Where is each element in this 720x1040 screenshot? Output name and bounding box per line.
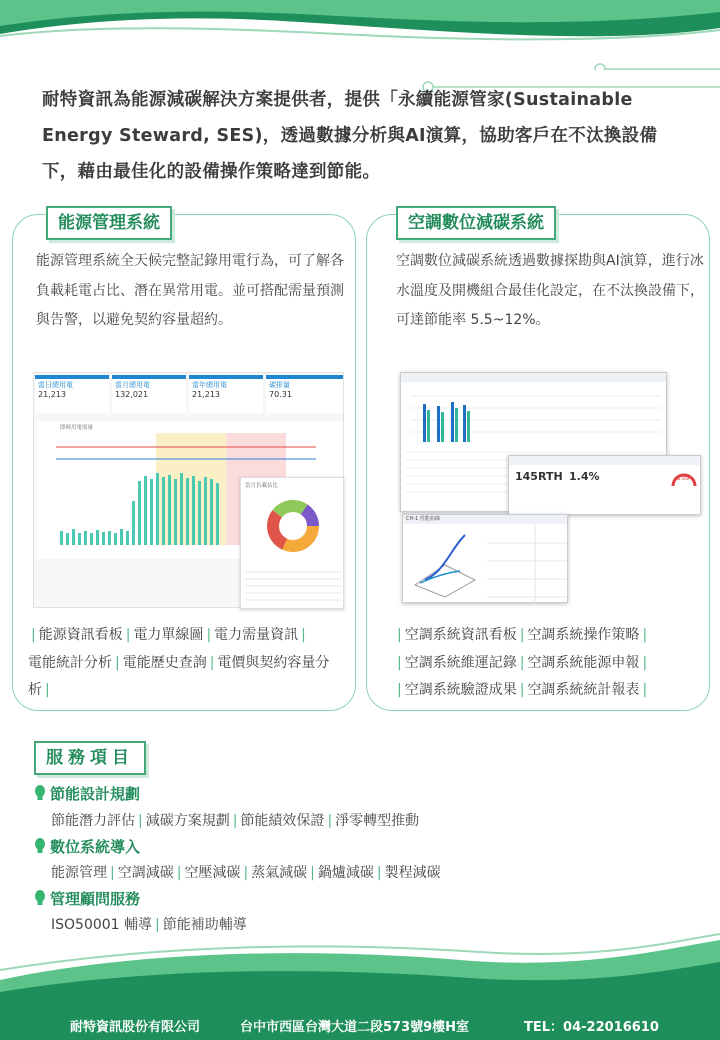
stat-card: 碳排量 70.31	[266, 375, 343, 413]
energy-link[interactable]: 能源資訊看板	[38, 627, 123, 643]
hvac-feature-links: | 空調系統資訊看板 | 空調系統操作策略 | | 空調系統維運記錄 | 空調系統能源申報 | | 空調系統驗證成果 | 空調系統統計報表 |	[397, 627, 648, 698]
energy-link[interactable]: 電力需量資訊	[214, 627, 299, 643]
lightbulb-icon	[34, 785, 46, 801]
load-share-donut: 當月負載佔比	[240, 477, 344, 609]
top-wave-decoration	[0, 0, 720, 70]
footer-tel: TEL：04-22016610	[524, 1020, 659, 1035]
service-items: ISO50001 輔導 | 節能補助輔導	[51, 917, 247, 933]
chiller-curve-window	[402, 514, 568, 603]
service-items: 節能潛力評估 | 減碳方案規劃 | 節能績效保證 | 淨零轉型推動	[51, 813, 420, 829]
energy-description: 能源管理系統全天候完整記錄用電行為，可了解各負載耗電占比、潛在異常用電。並可搭配需量預測與告警，以避免契約容量超約。	[36, 253, 344, 328]
energy-feature-links: | 能源資訊看板 | 電力單線圖 | 電力需量資訊 | 電能統計分析 | 電能歷史查詢 | 電價與契約容量分析 |	[28, 627, 330, 698]
hvac-link[interactable]: 空調系統操作策略	[527, 627, 640, 643]
stat-card: 當日總用電 21,213	[35, 375, 109, 413]
donut-chart	[241, 490, 345, 570]
service-group-heading: 節能設計規劃	[34, 783, 140, 804]
hvac-status-window: 145RTH 1.4% 1.09	[508, 455, 701, 515]
service-items: 能源管理 | 空調減碳 | 空壓減碳 | 蒸氣減碳 | 鍋爐減碳 | 製程減碳	[51, 865, 441, 881]
efficiency-value: 1.4%	[569, 470, 600, 483]
energy-link[interactable]: 電能統計分析	[28, 654, 112, 671]
hvac-link[interactable]: 空調系統能源申報	[527, 654, 640, 671]
energy-link[interactable]: 電價與契約容量分析	[28, 654, 330, 698]
hvac-description: 空調數位減碳系統透過數據探勘與AI演算，進行冰水溫度及開機組合最佳化設定，在不汰換設備下，可達節能率 5.5~12%。	[396, 253, 704, 328]
energy-dashboard-screenshot	[33, 372, 344, 608]
lightbulb-icon	[34, 838, 46, 854]
hvac-link[interactable]: 空調系統驗證成果	[404, 682, 517, 698]
chiller-table	[487, 525, 567, 603]
rth-value: 145RTH	[515, 470, 563, 483]
intro-paragraph: 耐特資訊為能源減碳解決方案提供者，提供「永續能源管家(Sustainable Energy Steward, SES)，透過數據分析與AI演算，協助客戶在不汰換設備下，藉由最佳化的設備操作策略達到節能。	[42, 90, 658, 182]
hvac-link[interactable]: 空調系統統計報表	[527, 682, 640, 698]
hvac-panel-title: 空調數位減碳系統	[396, 206, 556, 240]
energy-panel-title: 能源管理系統	[46, 206, 172, 240]
service-group-heading: 數位系統導入	[34, 836, 140, 857]
stat-card: 當月總用電 132,021	[112, 375, 186, 413]
stat-card: 當年總用電 21,213	[189, 375, 263, 413]
hvac-link[interactable]: 空調系統維運記錄	[404, 654, 517, 671]
3d-surface-plot	[405, 525, 485, 603]
hvac-link[interactable]: 空調系統資訊看板	[404, 627, 517, 643]
lightbulb-icon	[34, 890, 46, 906]
footer-company: 耐特資訊股份有限公司	[70, 1020, 201, 1035]
window-header	[509, 456, 700, 465]
energy-link[interactable]: 電能歷史查詢	[122, 654, 207, 671]
window-header	[401, 373, 666, 382]
demand-chart: 即時用電需量	[36, 421, 343, 559]
footer-address: 台中市西區台灣大道二段573號9樓H室	[240, 1020, 470, 1035]
footer	[0, 1010, 720, 1040]
window-header: CH-1 性能曲線	[403, 515, 567, 524]
energy-link[interactable]: 電力單線圖	[133, 627, 204, 643]
donut-table	[241, 568, 345, 608]
service-group-heading: 管理顧問服務	[34, 888, 140, 909]
services-title: 服務項目	[34, 741, 146, 775]
